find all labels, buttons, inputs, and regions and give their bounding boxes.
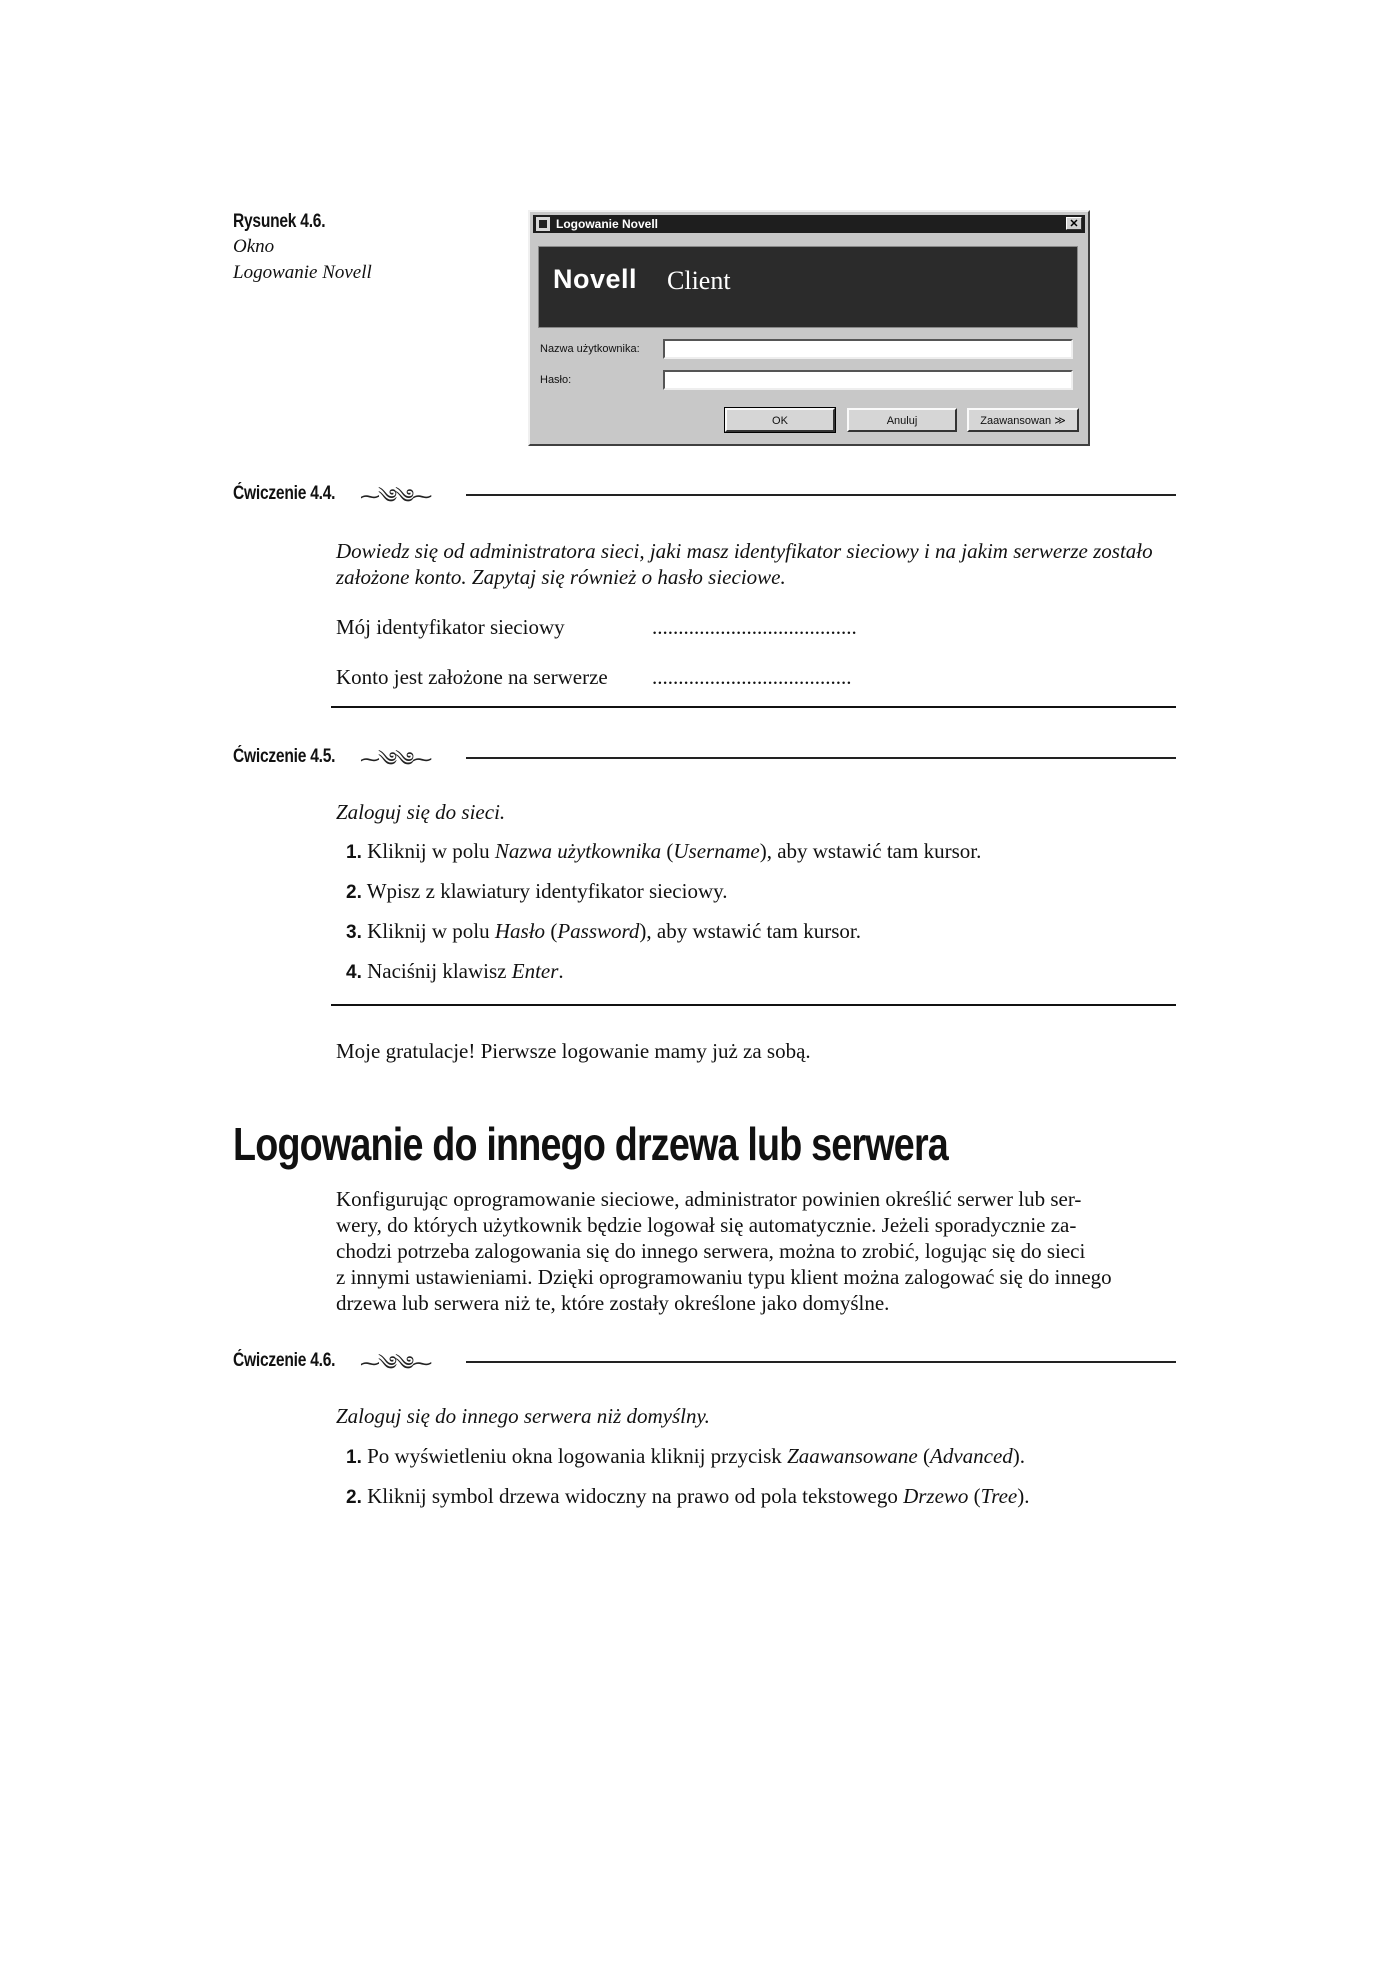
app-icon	[536, 217, 550, 231]
username-label: Nazwa użytkownika:	[540, 343, 640, 355]
figure-caption-line2: Logowanie Novell	[233, 262, 372, 283]
list-item: 1. Po wyświetleniu okna logowania kliknij przycisk Zaawansowane (Advanced).	[346, 1444, 1026, 1468]
heading-rule	[466, 494, 1176, 496]
heading-rule	[466, 1361, 1176, 1363]
list-item: 2. Kliknij symbol drzewa widoczny na prawo od pola tekstowego Drzewo (Tree).	[346, 1484, 1030, 1508]
section-paragraph: Konfigurując oprogramowanie sieciowe, administrator powinien określić serwer lub ser- wery, do których użytkownik będzie logował się automatycznie. Jeżeli sporadycznie za- chodzi potrzeba zalogowania się do innego serwera, można to zrobić, logując się do sieci z innymi ustawieniami. Dzięki oprogramowaniu typu klient można zalogować się do innego drzewa lub serwera niż te, które zostały określone jako domyślne.	[336, 1187, 1112, 1315]
list-item: 3. Kliknij w polu Hasło (Password), aby wstawić tam kursor.	[346, 919, 862, 943]
brand-logo-text: Novell	[553, 264, 638, 294]
advanced-button[interactable]: Zaawansowan ≫	[967, 408, 1079, 432]
novell-login-dialog	[528, 210, 1090, 446]
exercise-4-5-intro: Zaloguj się do sieci.	[336, 800, 506, 824]
congrats-text: Moje gratulacje! Pierwsze logowanie mamy już za sobą.	[336, 1039, 811, 1063]
close-icon[interactable]: ✕	[1066, 217, 1082, 230]
server-blank: ......................................	[652, 665, 852, 689]
heading-rule	[466, 757, 1176, 759]
list-item: 1. Kliknij w polu Nazwa użytkownika (Username), aby wstawić tam kursor.	[346, 839, 982, 863]
exercise-4-4-intro: Dowiedz się od administratora sieci, jaki masz identyfikator sieciowy i na jakim serwerze zostało założone konto. Zapytaj się również o hasło sieciowe.	[336, 539, 1153, 589]
exercise-4-6-intro: Zaloguj się do innego serwera niż domyślny.	[336, 1404, 710, 1428]
network-id-label: Mój identyfikator sieciowy	[336, 615, 565, 639]
figure-label: Rysunek 4.6.	[233, 211, 326, 232]
ornament-icon: ⁓༄༄⁓	[360, 1353, 431, 1375]
ok-button[interactable]: OK	[725, 408, 835, 432]
cancel-button[interactable]: Anuluj	[847, 408, 957, 432]
username-input[interactable]	[663, 339, 1073, 359]
product-name: Client	[667, 266, 731, 295]
dialog-titlebar	[533, 215, 1085, 233]
section-title: Logowanie do innego drzewa lub serwera	[233, 1118, 948, 1170]
exercise-4-6-heading: Ćwiczenie 4.6.	[233, 1350, 336, 1371]
exercise-end-rule	[331, 706, 1176, 708]
list-item: 2. Wpisz z klawiatury identyfikator sieciowy.	[346, 879, 728, 903]
exercise-4-4-heading: Ćwiczenie 4.4.	[233, 483, 336, 504]
dialog-title: Logowanie Novell	[556, 217, 659, 231]
exercise-4-5-heading: Ćwiczenie 4.5.	[233, 746, 336, 767]
network-id-blank: .......................................	[652, 615, 857, 639]
list-item: 4. Naciśnij klawisz Enter.	[346, 959, 564, 983]
ornament-icon: ⁓༄༄⁓	[360, 749, 431, 771]
password-input[interactable]	[663, 370, 1073, 390]
exercise-end-rule	[331, 1004, 1176, 1006]
novell-banner	[538, 246, 1078, 328]
server-label: Konto jest założone na serwerze	[336, 665, 608, 689]
figure-caption-line1: Okno	[233, 236, 275, 257]
password-label: Hasło:	[540, 374, 572, 386]
ornament-icon: ⁓༄༄⁓	[360, 486, 431, 508]
